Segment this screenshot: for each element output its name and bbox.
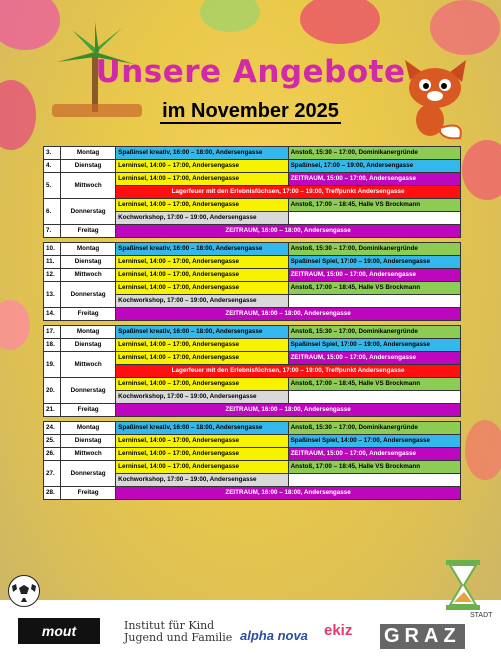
weekday-cell: Donnerstag	[61, 199, 116, 225]
paint-splat	[0, 0, 60, 50]
schedule-table	[43, 146, 461, 500]
weekday-cell: Freitag	[61, 225, 116, 238]
event-cell: Lerninsel, 14:00 – 17:00, Andersengasse	[116, 339, 288, 352]
table-row	[44, 378, 461, 391]
page-subtitle: im November 2025	[162, 100, 339, 122]
day-cell: 24.	[44, 422, 61, 435]
event-cell: Lerninsel, 14:00 – 17:00, Andersengasse	[116, 435, 288, 448]
sponsor-logos	[0, 612, 501, 652]
table-row	[44, 352, 461, 365]
ekiz-logo: ekiz	[324, 622, 353, 639]
day-cell: 3.	[44, 147, 61, 160]
table-row	[44, 404, 461, 417]
event-cell: Spaßinsel kreativ, 16:00 – 18:00, Andersengasse	[116, 422, 288, 435]
day-cell: 6.	[44, 199, 61, 225]
event-cell: Kochworkshop, 17:00 – 19:00, Andersengasse	[116, 474, 288, 487]
event-cell: Kochworkshop, 17:00 – 19:00, Andersengasse	[116, 295, 288, 308]
table-row	[44, 282, 461, 295]
day-cell: 28.	[44, 487, 61, 500]
weekday-cell: Mittwoch	[61, 269, 116, 282]
day-cell: 12.	[44, 269, 61, 282]
event-cell: Spaßinsel, 17:00 – 19:00, Andersengasse	[288, 160, 460, 173]
event-cell: Anstoß, 17:00 – 18:45, Halle VS Brockmann	[288, 282, 460, 295]
table-row	[44, 225, 461, 238]
soccer-ball-icon	[8, 575, 40, 607]
table-row	[44, 173, 461, 186]
day-cell: 7.	[44, 225, 61, 238]
event-cell: Lerninsel, 14:00 – 17:00, Andersengasse	[116, 173, 288, 186]
event-cell: Lerninsel, 14:00 – 17:00, Andersengasse	[116, 448, 288, 461]
event-cell: Spaßinsel Spiel, 17:00 – 19:00, Andersengasse	[288, 339, 460, 352]
table-row	[44, 461, 461, 474]
weekday-cell: Montag	[61, 243, 116, 256]
weekday-cell: Dienstag	[61, 160, 116, 173]
event-cell: Lerninsel, 14:00 – 17:00, Andersengasse	[116, 256, 288, 269]
event-cell: Kochworkshop, 17:00 – 19:00, Andersengasse	[116, 212, 288, 225]
day-cell: 20.	[44, 378, 61, 404]
event-cell: Anstoß, 15:30 – 17:00, Dominikanergründe	[288, 243, 460, 256]
event-cell: Lerninsel, 14:00 – 17:00, Andersengasse	[116, 160, 288, 173]
table-row	[44, 243, 461, 256]
empty-cell	[288, 295, 460, 308]
weekday-cell: Donnerstag	[61, 378, 116, 404]
paint-splat	[300, 0, 380, 44]
event-cell: ZEITRAUM, 16:00 – 18:00, Andersengasse	[116, 225, 461, 238]
weekday-cell: Freitag	[61, 308, 116, 321]
empty-cell	[288, 474, 460, 487]
weekday-cell: Montag	[61, 147, 116, 160]
event-cell: Spaßinsel kreativ, 16:00 – 18:00, Andersengasse	[116, 147, 288, 160]
event-cell: Anstoß, 17:00 – 18:45, Halle VS Brockmann	[288, 461, 460, 474]
paint-splat	[465, 420, 501, 480]
event-cell: Spaßinsel kreativ, 16:00 – 18:00, Andersengasse	[116, 243, 288, 256]
mout-logo: mout	[18, 618, 100, 644]
alphanova-logo: alpha nova	[240, 628, 308, 643]
day-cell: 25.	[44, 435, 61, 448]
event-cell: ZEITRAUM, 15:00 – 17:00, Andersengasse	[288, 173, 460, 186]
event-cell: Anstoß, 17:00 – 18:45, Halle VS Brockmann	[288, 199, 460, 212]
table-row	[44, 256, 461, 269]
paint-splat	[0, 300, 30, 350]
day-cell: 5.	[44, 173, 61, 199]
table-row	[44, 160, 461, 173]
weekday-cell: Montag	[61, 326, 116, 339]
event-cell: Anstoß, 15:30 – 17:00, Dominikanergründe	[288, 326, 460, 339]
graz-logo: GRAZ	[380, 624, 465, 649]
event-cell: Lagerfeuer mit den Erlebnisfüchsen, 17:00 – 19:00, Treffpunkt Andersengasse	[116, 186, 461, 199]
event-cell: Lerninsel, 14:00 – 17:00, Andersengasse	[116, 199, 288, 212]
event-cell: ZEITRAUM, 15:00 – 17:00, Andersengasse	[288, 269, 460, 282]
hourglass-icon	[444, 560, 482, 610]
weekday-cell: Dienstag	[61, 256, 116, 269]
event-cell: ZEITRAUM, 16:00 – 18:00, Andersengasse	[116, 487, 461, 500]
event-cell: Spaßinsel kreativ, 16:00 – 18:00, Andersengasse	[116, 326, 288, 339]
day-cell: 21.	[44, 404, 61, 417]
day-cell: 26.	[44, 448, 61, 461]
institut-logo: Institut für Kind Jugend und Familie	[124, 619, 233, 644]
table-row	[44, 269, 461, 282]
day-cell: 13.	[44, 282, 61, 308]
event-cell: ZEITRAUM, 15:00 – 17:00, Andersengasse	[288, 448, 460, 461]
weekday-cell: Donnerstag	[61, 282, 116, 308]
empty-cell	[288, 391, 460, 404]
empty-cell	[288, 212, 460, 225]
table-row	[44, 308, 461, 321]
weekday-cell: Donnerstag	[61, 461, 116, 487]
weekday-cell: Montag	[61, 422, 116, 435]
day-cell: 10.	[44, 243, 61, 256]
table-row	[44, 448, 461, 461]
day-cell: 4.	[44, 160, 61, 173]
paint-splat	[430, 0, 500, 55]
event-cell: Lerninsel, 14:00 – 17:00, Andersengasse	[116, 269, 288, 282]
day-cell: 17.	[44, 326, 61, 339]
event-cell: Spaßinsel Spiel, 14:00 – 17:00, Andersengasse	[288, 435, 460, 448]
event-cell: Lerninsel, 14:00 – 17:00, Andersengasse	[116, 352, 288, 365]
day-cell: 14.	[44, 308, 61, 321]
day-cell: 11.	[44, 256, 61, 269]
table-row	[44, 199, 461, 212]
event-cell: Lerninsel, 14:00 – 17:00, Andersengasse	[116, 378, 288, 391]
table-row	[44, 326, 461, 339]
event-cell: Spaßinsel Spiel, 17:00 – 19:00, Andersengasse	[288, 256, 460, 269]
day-cell: 27.	[44, 461, 61, 487]
weekday-cell: Dienstag	[61, 339, 116, 352]
weekday-cell: Freitag	[61, 404, 116, 417]
event-cell: Anstoß, 17:00 – 18:45, Halle VS Brockmann	[288, 378, 460, 391]
paint-splat	[200, 0, 260, 32]
event-cell: ZEITRAUM, 15:00 – 17:00, Andersengasse	[288, 352, 460, 365]
stadt-label: STADT	[470, 612, 493, 619]
table-row	[44, 487, 461, 500]
event-cell: ZEITRAUM, 16:00 – 18:00, Andersengasse	[116, 404, 461, 417]
event-cell: Lerninsel, 14:00 – 17:00, Andersengasse	[116, 461, 288, 474]
event-cell: ZEITRAUM, 16:00 – 18:00, Andersengasse	[116, 308, 461, 321]
weekday-cell: Mittwoch	[61, 352, 116, 378]
page-title: Unsere Angebote	[95, 54, 406, 90]
table-row	[44, 339, 461, 352]
event-cell: Lagerfeuer mit den Erlebnisfüchsen, 17:00 – 19:00, Treffpunkt Andersengasse	[116, 365, 461, 378]
table-row	[44, 435, 461, 448]
table-row	[44, 147, 461, 160]
day-cell: 19.	[44, 352, 61, 378]
weekday-cell: Dienstag	[61, 435, 116, 448]
event-cell: Anstoß, 15:30 – 17:00, Dominikanergründe	[288, 422, 460, 435]
day-cell: 18.	[44, 339, 61, 352]
weekday-cell: Freitag	[61, 487, 116, 500]
weekday-cell: Mittwoch	[61, 448, 116, 461]
event-cell: Lerninsel, 14:00 – 17:00, Andersengasse	[116, 282, 288, 295]
event-cell: Kochworkshop, 17:00 – 19:00, Andersengasse	[116, 391, 288, 404]
paint-splat	[462, 140, 501, 200]
weekday-cell: Mittwoch	[61, 173, 116, 199]
table-row	[44, 422, 461, 435]
event-cell: Anstoß, 15:30 – 17:00, Dominikanergründe	[288, 147, 460, 160]
